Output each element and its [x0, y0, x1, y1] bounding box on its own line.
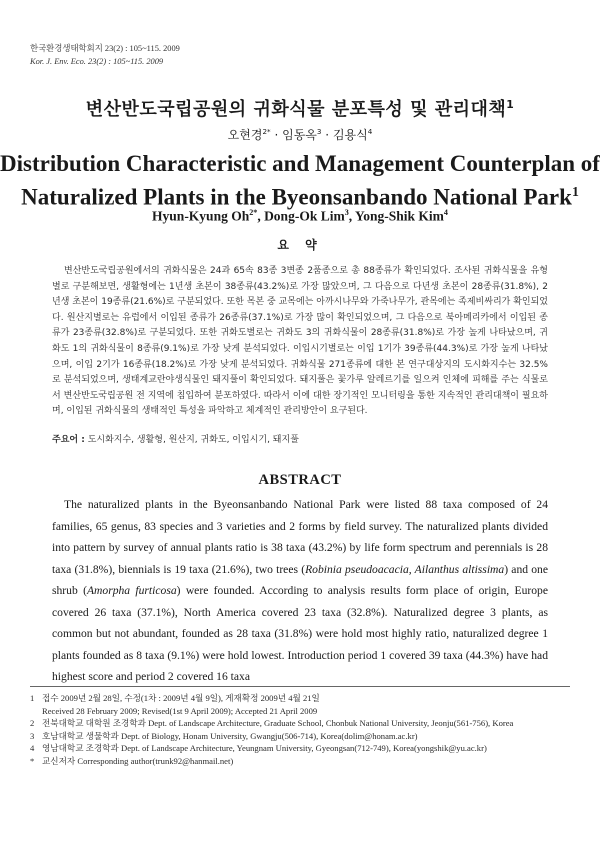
footnote-3 [30, 730, 570, 743]
korean-abstract-text: 변산반도국립공원에서의 귀화식물은 24과 65속 83종 3변종 2품종으로 총 88종류가 확인되었다. 조사된 귀화식물을 유형별로 구분해보면, 생활형에는 1년생 초본이 38종류(43.2%)로 가장 많았으며, 그 다음으로 다년생 초본이 28종류(31.8%), 2년생 초본이 19종류(21.6%)로 구분되었다. 또한 목본 중 교목에는 아까시나무와 가죽나무가, 관목에는 족제비싸리가 확인되었다. 원산지별로는 유럽에서 이입된 종류가 26종류(37.1%)로 가장 많이 확인되었으며, 그 다음으로 북아메리카에서 이입된 종류가 23종류(32.8%)로 구분되었다. 또한 귀화도별로는 귀화도 3의 귀화식물이 28종류(31.8%)로 가장 높게 나타났으며, 귀화도 1의 귀화식물이 8종류(9.1%)로 가장 낮게 분석되었다. 이입시기별로는 이입 1기가 39종류(44.3%)로 가장 높게 나타났으며, 이입 2기가 16종류(18.2%)로 가장 낮게 분석되었다. 귀화식물 271종류에 대한 본 연구대상지의 도시화지수는 32.5%로 분석되었으며, 생태계교란야생식물인 돼지풀이 확인되었다. 돼지풀은 꽃가루 알레르기를 일으켜 인체에 피해를 주는 식물로서 변산반도국립공원 전 지역에 침입하여 분포하였다. 따라서 이에 대한 장기적인 모니터링을 통한 지속적인 관리대책이 필요하며, 이입된 귀화식물의 생태적인 특성을 파악하고 체계적인 관리방안이 요구된다. [52, 266, 548, 417]
author-comma: , [348, 208, 355, 224]
footnote-3-text: 호남대학교 생물학과 Dept. of Biology, Honam University, Gwangju(506-714), Korea(dolim@honam.ac.kr) [42, 730, 418, 741]
abstract-species-shrub: Amorpha furticosa [86, 584, 177, 597]
footnote-1-korean: 접수 2009년 2월 28일, 수정(1차 : 2009년 4월 9일), 게재확정 2009년 4월 21일 [42, 693, 320, 703]
author-en-2-mark: 3 [344, 208, 349, 217]
footnote-corresponding-mark: * [30, 755, 35, 766]
korean-title [0, 95, 600, 121]
author-ko-3-mark: 4 [367, 127, 373, 136]
footnote-divider [30, 686, 570, 687]
author-en-1-mark: 2* [249, 208, 258, 217]
korean-title-text: 변산반도국립공원의 귀화식물 분포특성 및 관리대책 [85, 99, 507, 120]
footnote-1-english: Received 28 February 2009; Revised(1st 9 April 2009); Accepted 21 April 2009 [42, 705, 318, 716]
english-title-line-2-wrap [0, 178, 600, 212]
korean-abstract-heading: 요 약 [277, 238, 323, 252]
english-title-footnote-mark: 1 [571, 184, 579, 199]
footnote-corresponding-text: 교신저자 Corresponding author(trunk92@hanmail.net) [42, 755, 234, 766]
footnote-1 [30, 692, 570, 717]
author-en-1: Hyun-Kyung Oh [152, 208, 250, 224]
author-separator: · [325, 128, 330, 142]
author-en-3-mark: 4 [443, 208, 448, 217]
english-title-line-1: Distribution Characteristic and Management Counterplan of [0, 151, 600, 176]
keywords-text: 도시화지수, 생활형, 원산지, 귀화도, 이입시기, 돼지풀 [87, 435, 299, 445]
author-separator: · [274, 128, 279, 142]
abstract-part-1: The naturalized plants in the Byeonsanbando National Park were listed 88 taxa composed of 24 families, 65 genus, 83 species and 3 varieties and 2 forms by field survey. The naturalized plants divided into pattern by survey of annual plants ratio is 38 taxa (43.2%) by life form spectrum and perennials is 28 taxa (31.8%), biennials is 19 taxa (21.6%), two trees ( [52, 498, 548, 576]
footnote-corresponding [30, 755, 570, 768]
author-ko-3: 김용식 [332, 128, 368, 142]
footnotes [30, 692, 570, 768]
author-ko-1-mark: 2* [262, 127, 271, 136]
korean-title-footnote-mark: 1 [506, 98, 515, 111]
author-en-3: Yong-Shik Kim [355, 208, 444, 224]
abstract-part-3: ) were founded. According to analysis results form place of origin, Europe covered 26 taxa (37.1%), North America covered 23 taxa (32.8%). Naturalized degree 3 plants, as common but not abundant, founded as 28 taxa (31.8%) were hold most highly ratio, naturalized degree 1 plants founded as 8 taxa (9.1%) were hold lowest. Introduction period 1 covered 39 taxa (44.3%) have had highest score and period 2 covered 16 taxa [52, 584, 549, 683]
journal-citation-korean: 한국환경생태학회지 23(2) : 105~115. 2009 [30, 44, 180, 53]
footnote-2 [30, 717, 570, 730]
english-title-line-2: Naturalized Plants in the Byeonsanbando National Park [21, 184, 572, 210]
english-authors [0, 208, 600, 225]
author-ko-2-mark: 3 [316, 127, 322, 136]
footnote-1-mark: 1 [30, 693, 35, 703]
footnote-4-text: 영남대학교 조경학과 Dept. of Landscape Architecture, Yeungnam University, Gyeongsan(712-749), Korea(yongshik@yu.ac.kr) [42, 743, 487, 754]
footnote-2-text: 전북대학교 대학원 조경학과 Dept. of Landscape Architecture, Graduate School, Chonbuk National University, Jeonju(561-756), Korea [42, 718, 514, 729]
keywords-label: 주요어 : [52, 435, 85, 445]
footnote-2-mark: 2 [30, 718, 35, 729]
english-title [0, 150, 600, 212]
abstract-species-trees: Robinia pseudoacacia, Ailanthus altissima [305, 562, 505, 576]
footnote-4 [30, 742, 570, 755]
journal-citation [30, 42, 180, 68]
footnote-3-mark: 3 [30, 730, 35, 741]
korean-authors [0, 126, 600, 143]
keywords [52, 432, 299, 445]
abstract-text [52, 494, 548, 688]
author-en-2: Dong-Ok Lim [264, 208, 345, 224]
footnote-4-mark: 4 [30, 743, 35, 754]
author-comma: , [257, 208, 265, 224]
author-ko-1: 오현경 [227, 128, 263, 142]
author-ko-2: 임동옥 [282, 128, 317, 142]
abstract-part-2: ) and one shrub ( [52, 562, 549, 597]
abstract-heading: ABSTRACT [258, 472, 342, 488]
journal-citation-english: Kor. J. Env. Eco. 23(2) : 105~115. 2009 [30, 57, 164, 66]
